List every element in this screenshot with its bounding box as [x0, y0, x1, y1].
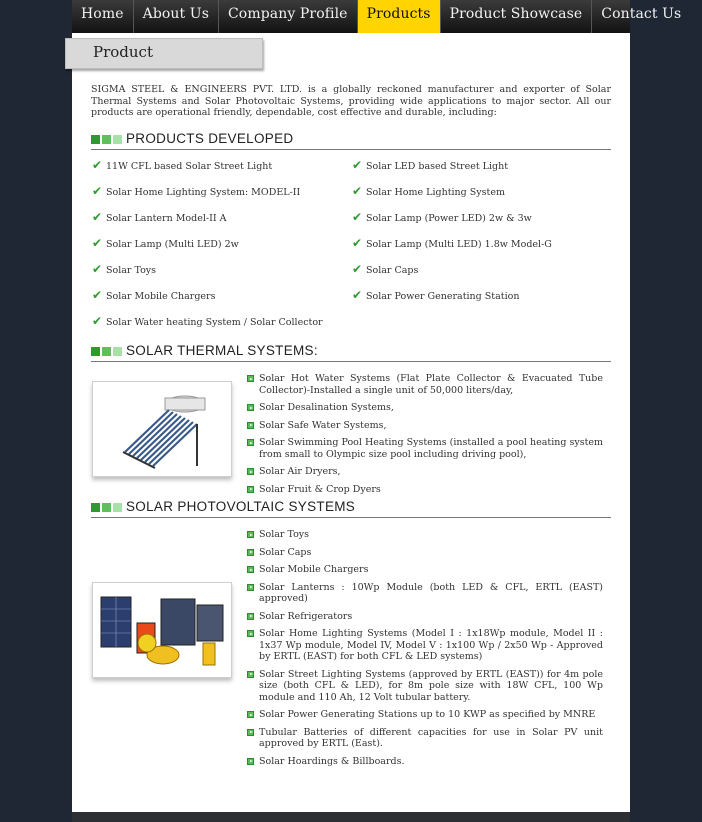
list-item-label: Solar Desalination Systems,	[259, 402, 394, 413]
bullet-arrow-icon	[247, 468, 254, 475]
list-item-label: Solar Swimming Pool Heating Systems (installed a pool heating system from small to Olympic size pool including driving pool),	[259, 437, 604, 460]
checkmark-icon: ✔	[352, 184, 363, 198]
list-item	[247, 564, 603, 576]
list-item	[247, 437, 603, 460]
section-title: SOLAR THERMAL SYSTEMS:	[126, 343, 318, 358]
heading-square-icon	[91, 135, 100, 144]
bullet-arrow-icon	[247, 404, 254, 411]
list-item	[247, 529, 603, 541]
product-item-label: Solar Water heating System / Solar Collector	[106, 317, 323, 328]
product-item-label: Solar Home Lighting System: MODEL-II	[106, 187, 301, 198]
list-item-label: Solar Refrigerators	[259, 610, 353, 622]
list-item-label: Solar Street Lighting Systems (approved by ERTL (EAST)) for 4m pole size (both CFL & LED), for 8m pole size with 18W CFL, 100 Wp module and 110 Ah, 12 Volt tubular battery.	[259, 668, 603, 703]
checkmark-icon: ✔	[92, 158, 103, 172]
bullet-arrow-icon	[247, 729, 254, 736]
bullet-arrow-icon	[247, 375, 254, 382]
heading-square-icon	[102, 347, 111, 356]
bullet-arrow-icon	[247, 613, 254, 620]
checkmark-icon: ✔	[352, 236, 363, 250]
list-item	[247, 373, 603, 396]
product-item	[92, 158, 272, 172]
heading-square-icon	[102, 135, 111, 144]
product-item-label: Solar Caps	[366, 265, 419, 276]
heading-square-icon	[113, 503, 122, 512]
page-title-tab	[65, 38, 263, 69]
list-item	[247, 727, 603, 750]
nav-products[interactable]: Products	[358, 0, 441, 33]
product-item	[352, 262, 418, 276]
heading-square-icon	[91, 347, 100, 356]
page-title: Product	[93, 43, 153, 61]
list-item	[247, 547, 603, 559]
solar-pv-list	[247, 529, 603, 773]
solar-thermal-list	[247, 373, 603, 501]
list-item	[247, 484, 603, 496]
section-title: PRODUCTS DEVELOPED	[126, 131, 294, 146]
list-item-label: Solar Air Dryers,	[259, 466, 341, 477]
checkmark-icon: ✔	[352, 158, 363, 172]
checkmark-icon: ✔	[352, 210, 363, 224]
checkmark-icon: ✔	[92, 236, 103, 250]
list-item-label: Solar Lanterns : 10Wp Module (both LED & CFL, ERTL (EAST) approved)	[259, 581, 603, 604]
list-item	[247, 420, 603, 432]
product-item	[352, 236, 552, 250]
heading-square-icon	[113, 347, 122, 356]
product-item-label: Solar Lantern Model-II A	[106, 213, 227, 224]
solar-water-heater-image	[92, 381, 232, 477]
section-title: SOLAR PHOTOVOLTAIC SYSTEMS	[126, 499, 356, 514]
bullet-arrow-icon	[247, 711, 254, 718]
intro-paragraph: SIGMA STEEL & ENGINEERS PVT. LTD. is a globally reckoned manufacturer and exporter of Solar Thermal Systems and Solar Photovoltaic Systems, providing wide applications to major sector. All our products are operational friendly, dependable, cost effective and durable, including:	[91, 84, 611, 118]
list-item-label: Solar Power Generating Stations up to 10 KWP as specified by MNRE	[259, 709, 596, 720]
product-item	[92, 184, 300, 198]
checkmark-icon: ✔	[92, 184, 103, 198]
nav-about-us[interactable]: About Us	[134, 0, 219, 33]
bullet-arrow-icon	[247, 486, 254, 493]
nav-product-showcase[interactable]: Product Showcase	[441, 0, 593, 33]
list-item-label: Tubular Batteries of different capacities for use in Solar PV unit approved by ERTL (East).	[259, 726, 603, 749]
list-item-label: Solar Safe Water Systems,	[259, 419, 387, 431]
products-developed-heading	[91, 131, 611, 150]
product-item	[92, 210, 227, 224]
list-item-label: Solar Mobile Chargers	[259, 564, 369, 575]
product-item-label: Solar LED based Street Light	[366, 161, 509, 172]
product-item-label: Solar Lamp (Multi LED) 1.8w Model-G	[366, 239, 552, 250]
list-item	[247, 756, 603, 768]
product-item-label: Solar Toys	[106, 265, 157, 276]
checkmark-icon: ✔	[92, 262, 103, 276]
list-item	[247, 466, 603, 478]
list-item	[247, 402, 603, 414]
checkmark-icon: ✔	[92, 314, 103, 328]
bullet-arrow-icon	[247, 531, 254, 538]
bullet-arrow-icon	[247, 566, 254, 573]
list-item-label: Solar Home Lighting Systems (Model I : 1x18Wp module, Model II : 1x37 Wp module, Model IV, Model V : 1x100 Wp / 2x50 Wp - Approved by ERTL (EAST) for both CFL & LED systems)	[259, 628, 603, 662]
product-item	[92, 288, 215, 302]
checkmark-icon: ✔	[352, 262, 363, 276]
bullet-arrow-icon	[247, 630, 254, 637]
checkmark-icon: ✔	[92, 288, 103, 302]
list-item-label: Solar Fruit & Crop Dyers	[259, 483, 381, 495]
nav-contact-us[interactable]: Contact Us	[601, 6, 682, 22]
checkmark-icon: ✔	[352, 288, 363, 302]
product-item-label: Solar Mobile Chargers	[106, 291, 216, 302]
bullet-arrow-icon	[247, 758, 254, 765]
bullet-arrow-icon	[247, 584, 254, 591]
nav-company-profile[interactable]: Company Profile	[219, 0, 358, 33]
list-item	[247, 669, 603, 704]
checkmark-icon: ✔	[92, 210, 103, 224]
product-item	[352, 210, 532, 224]
heading-square-icon	[113, 135, 122, 144]
product-item-label: Solar Power Generating Station	[366, 291, 520, 302]
footer-bar	[72, 812, 630, 822]
product-item-label: Solar Lamp (Power LED) 2w & 3w	[366, 213, 532, 224]
product-item	[92, 262, 156, 276]
product-item-label: 11W CFL based Solar Street Light	[106, 161, 273, 172]
bullet-arrow-icon	[247, 422, 254, 429]
bullet-arrow-icon	[247, 439, 254, 446]
main-nav	[72, 0, 682, 33]
list-item	[247, 582, 603, 605]
product-item	[352, 288, 519, 302]
nav-home[interactable]: Home	[72, 0, 134, 33]
product-item	[92, 314, 323, 328]
list-item	[247, 628, 603, 663]
product-item	[92, 236, 239, 250]
list-item	[247, 709, 603, 721]
list-item-label: Solar Toys	[259, 529, 310, 540]
product-item-label: Solar Home Lighting System	[366, 187, 505, 198]
product-item	[352, 158, 508, 172]
solar-thermal-heading	[91, 343, 611, 362]
product-item-label: Solar Lamp (Multi LED) 2w	[106, 239, 239, 250]
bullet-arrow-icon	[247, 549, 254, 556]
bullet-arrow-icon	[247, 671, 254, 678]
list-item-label: Solar Hot Water Systems (Flat Plate Collector & Evacuated Tube Collector)-Installed a single unit of 50,000 liters/day,	[259, 373, 603, 396]
product-item	[352, 184, 505, 198]
list-item-label: Solar Hoardings & Billboards.	[259, 755, 405, 767]
heading-square-icon	[91, 503, 100, 512]
list-item-label: Solar Caps	[259, 546, 312, 558]
solar-pv-heading	[91, 499, 611, 518]
heading-square-icon	[102, 503, 111, 512]
list-item	[247, 611, 603, 623]
solar-pv-products-image	[92, 582, 232, 678]
